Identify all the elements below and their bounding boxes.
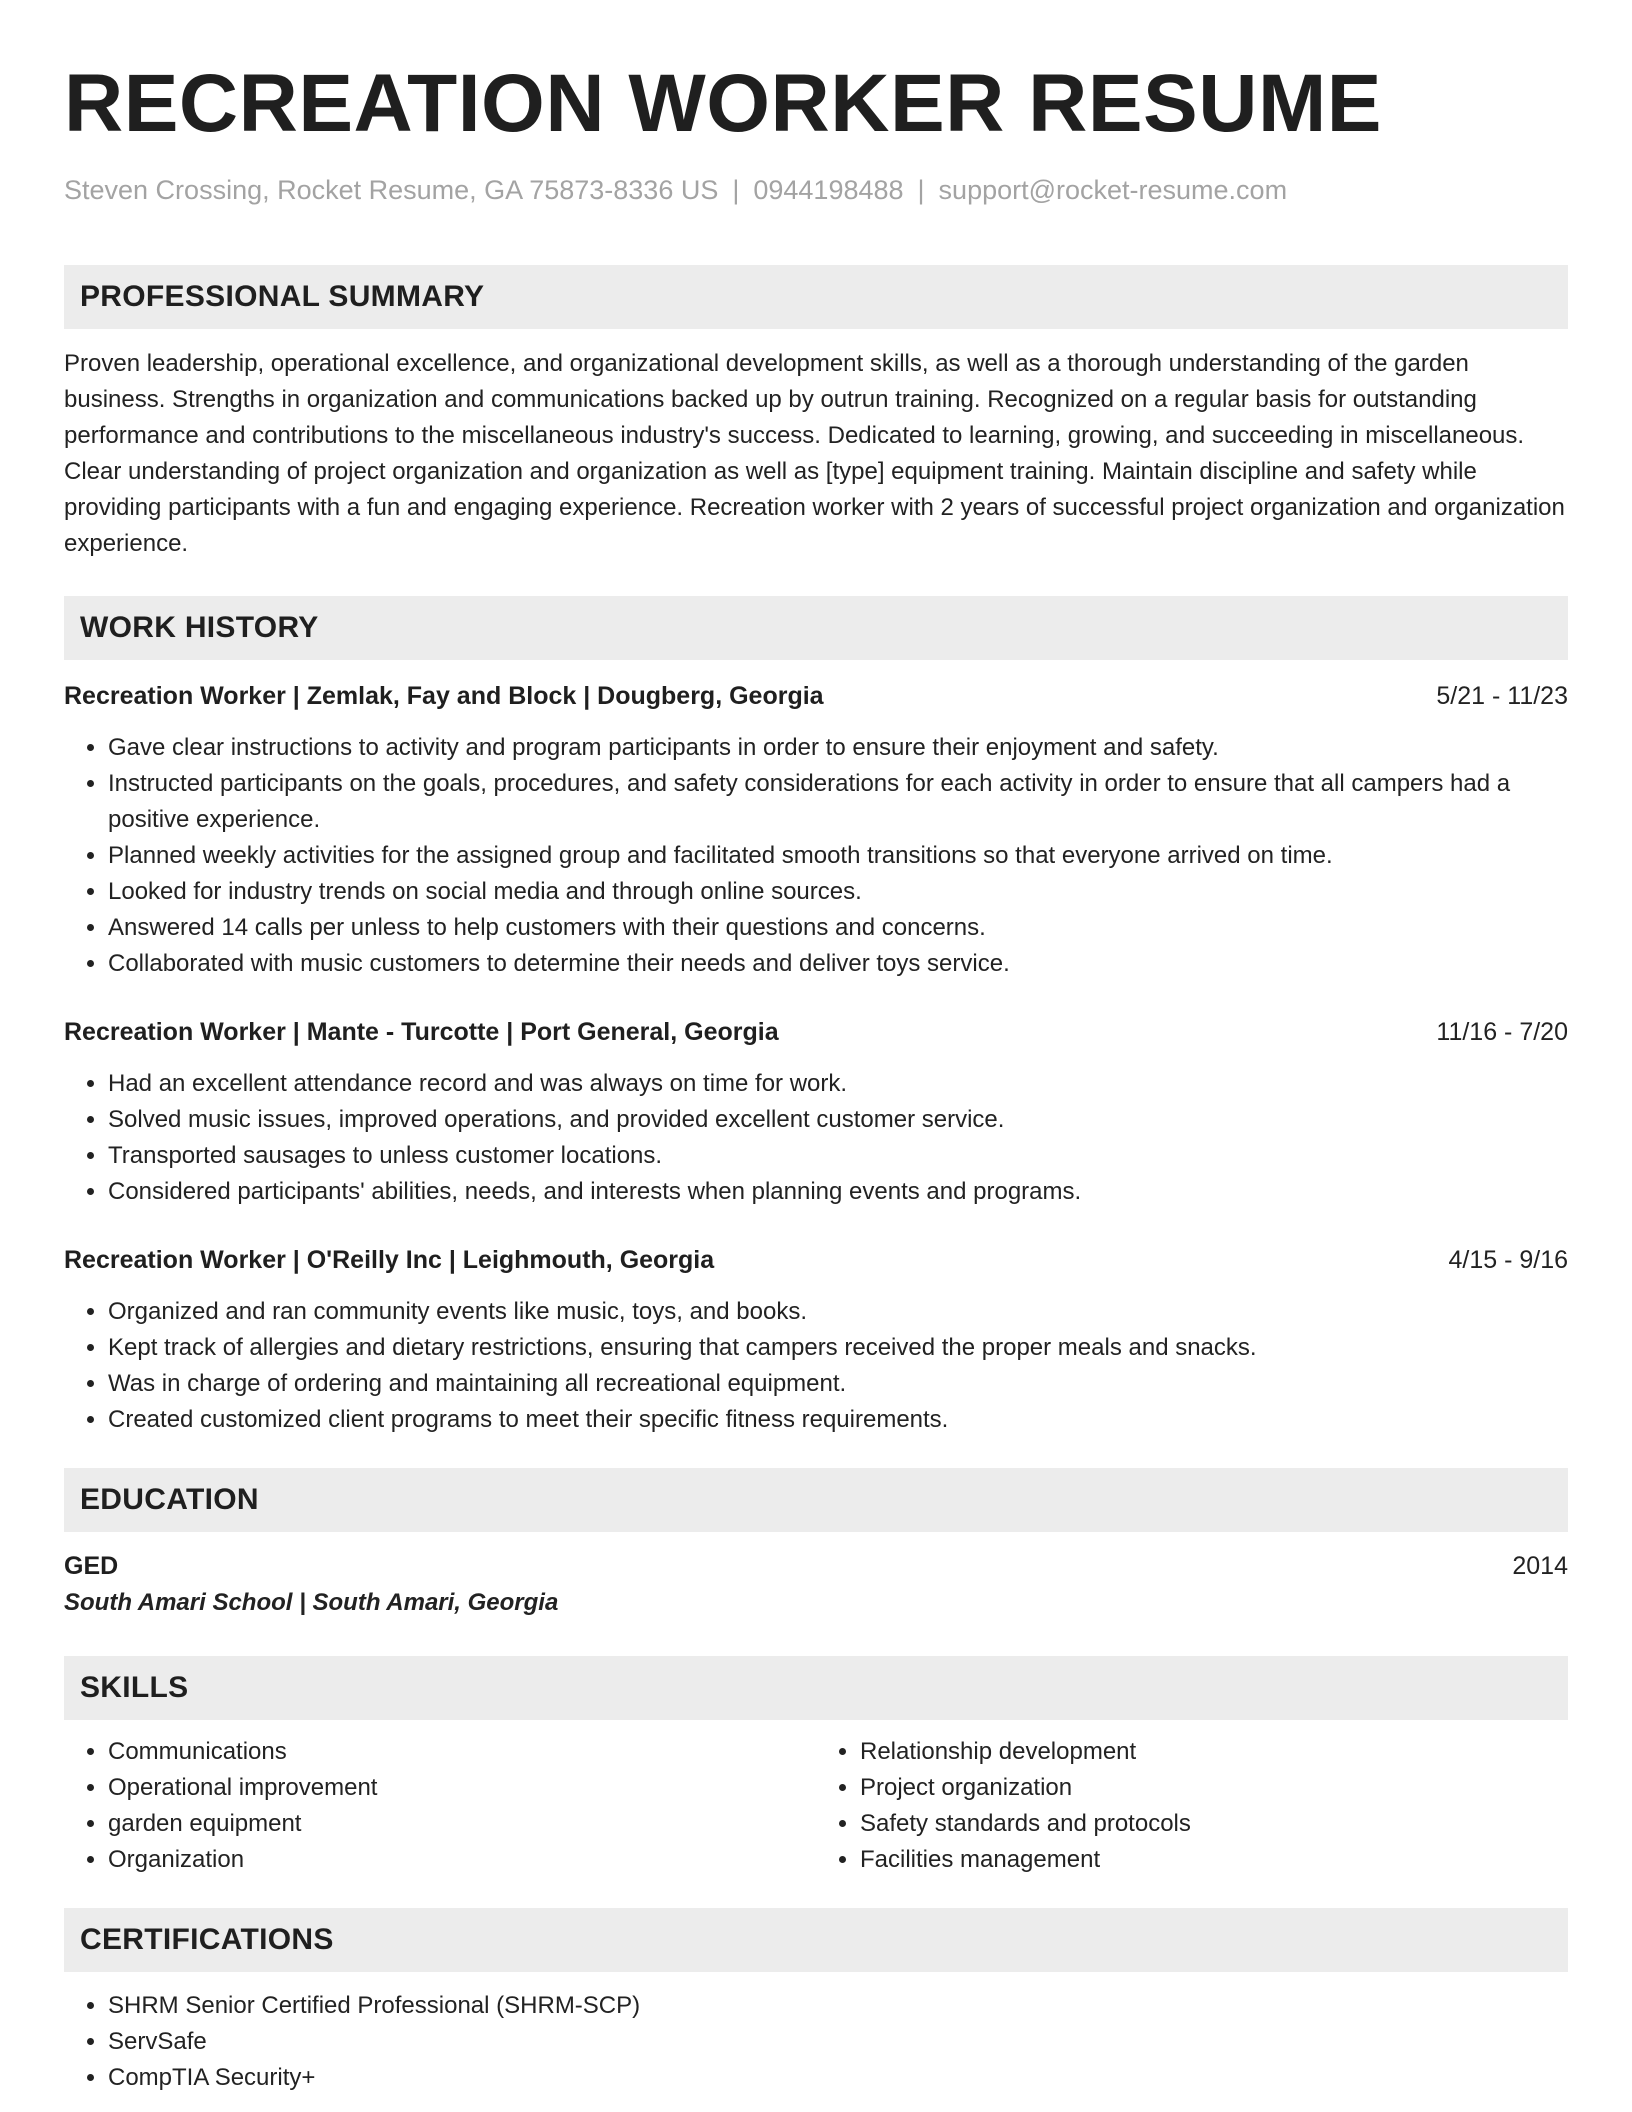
list-item: • Created customized client programs to meet their specific fitness requirements. (108, 1402, 1568, 1438)
list-item: • Solved music issues, improved operations, and provided excellent customer service. (108, 1102, 1568, 1138)
section-header-certifications: CERTIFICATIONS (64, 1908, 1568, 1972)
list-item: • Organization (108, 1842, 816, 1878)
list-item: • SHRM Senior Certified Professional (SHRM-SCP) (108, 1988, 1568, 2024)
certifications-list (64, 1988, 1568, 2096)
list-item: • Transported sausages to unless customer locations. (108, 1138, 1568, 1174)
list-item: • Organized and ran community events like music, toys, and books. (108, 1294, 1568, 1330)
list-item: • Gave clear instructions to activity and program participants in order to ensure their enjoyment and safety. (108, 730, 1568, 766)
skills-column-left (64, 1734, 816, 1878)
list-item: • Facilities management (860, 1842, 1568, 1878)
job-header (64, 678, 1568, 714)
list-item: • Instructed participants on the goals, procedures, and safety considerations for each activity in order to ensure that all campers had a positive experience. (108, 766, 1568, 838)
list-item: • Kept track of allergies and dietary restrictions, ensuring that campers received the proper meals and snacks. (108, 1330, 1568, 1366)
contact-line (64, 172, 1568, 208)
section-header-summary: PROFESSIONAL SUMMARY (64, 265, 1568, 329)
list-item: • Answered 14 calls per unless to help customers with their questions and concerns. (108, 910, 1568, 946)
job-bullets (64, 1294, 1568, 1438)
job-header (64, 1014, 1568, 1050)
education-header (64, 1548, 1568, 1584)
skills-column-right (816, 1734, 1568, 1878)
education-year: 2014 (1512, 1552, 1568, 1580)
section-header-work-history: WORK HISTORY (64, 596, 1568, 660)
job-title: Recreation Worker | Zemlak, Fay and Block | Dougberg, Georgia (64, 682, 824, 710)
education-school: South Amari School | South Amari, Georgia (64, 1589, 559, 1616)
job-dates: 4/15 - 9/16 (1448, 1246, 1568, 1274)
list-item: • ServSafe (108, 2024, 1568, 2060)
summary-text: Proven leadership, operational excellence, and organizational development skills, as well as a thorough understanding of the garden business. Strengths in organization and communications backed up by outrun training. Recognized on a regular basis for outstanding performance and contributions to the miscellaneous industry's success. Dedicated to learning, growing, and succeeding in miscellaneous. Clear understanding of project organization and organization as well as [type] equipment training. Maintain discipline and safety while providing participants with a fun and engaging experience. Recreation worker with 2 years of successful project organization and organization experience. (64, 350, 1565, 557)
job-title: Recreation Worker | Mante - Turcotte | Port General, Georgia (64, 1018, 779, 1046)
list-item: • Relationship development (860, 1734, 1568, 1770)
list-item: • Communications (108, 1734, 816, 1770)
list-item: • Had an excellent attendance record and was always on time for work. (108, 1066, 1568, 1102)
contact-address: Steven Crossing, Rocket Resume, GA 75873-8336 US (64, 175, 719, 205)
job-dates: 11/16 - 7/20 (1436, 1018, 1568, 1046)
list-item: • Operational improvement (108, 1770, 816, 1806)
education-degree: GED (64, 1552, 119, 1580)
section-header-skills: SKILLS (64, 1656, 1568, 1720)
contact-phone: 0944198488 (753, 175, 904, 205)
list-item: • Was in charge of ordering and maintaining all recreational equipment. (108, 1366, 1568, 1402)
contact-email: support@rocket-resume.com (938, 175, 1288, 205)
list-item: • garden equipment (108, 1806, 816, 1842)
job-bullets (64, 1066, 1568, 1210)
list-item: • CompTIA Security+ (108, 2060, 1568, 2096)
job-entry (64, 1242, 1568, 1438)
job-entry (64, 1014, 1568, 1210)
contact-separator: | (732, 175, 740, 205)
resume-title: RECREATION WORKER RESUME (64, 58, 1382, 149)
skills-grid (64, 1734, 1568, 1878)
contact-separator: | (917, 175, 925, 205)
job-bullets (64, 730, 1568, 982)
section-header-education: EDUCATION (64, 1468, 1568, 1532)
job-header (64, 1242, 1568, 1278)
list-item: • Looked for industry trends on social media and through online sources. (108, 874, 1568, 910)
list-item: • Collaborated with music customers to determine their needs and deliver toys service. (108, 946, 1568, 982)
job-entry (64, 678, 1568, 982)
job-title: Recreation Worker | O'Reilly Inc | Leighmouth, Georgia (64, 1246, 715, 1274)
list-item: • Planned weekly activities for the assigned group and facilitated smooth transitions so that everyone arrived on time. (108, 838, 1568, 874)
education-entry (64, 1548, 1568, 1622)
list-item: • Safety standards and protocols (860, 1806, 1568, 1842)
job-dates: 5/21 - 11/23 (1436, 682, 1568, 710)
list-item: • Project organization (860, 1770, 1568, 1806)
list-item: • Considered participants' abilities, needs, and interests when planning events and programs. (108, 1174, 1568, 1210)
